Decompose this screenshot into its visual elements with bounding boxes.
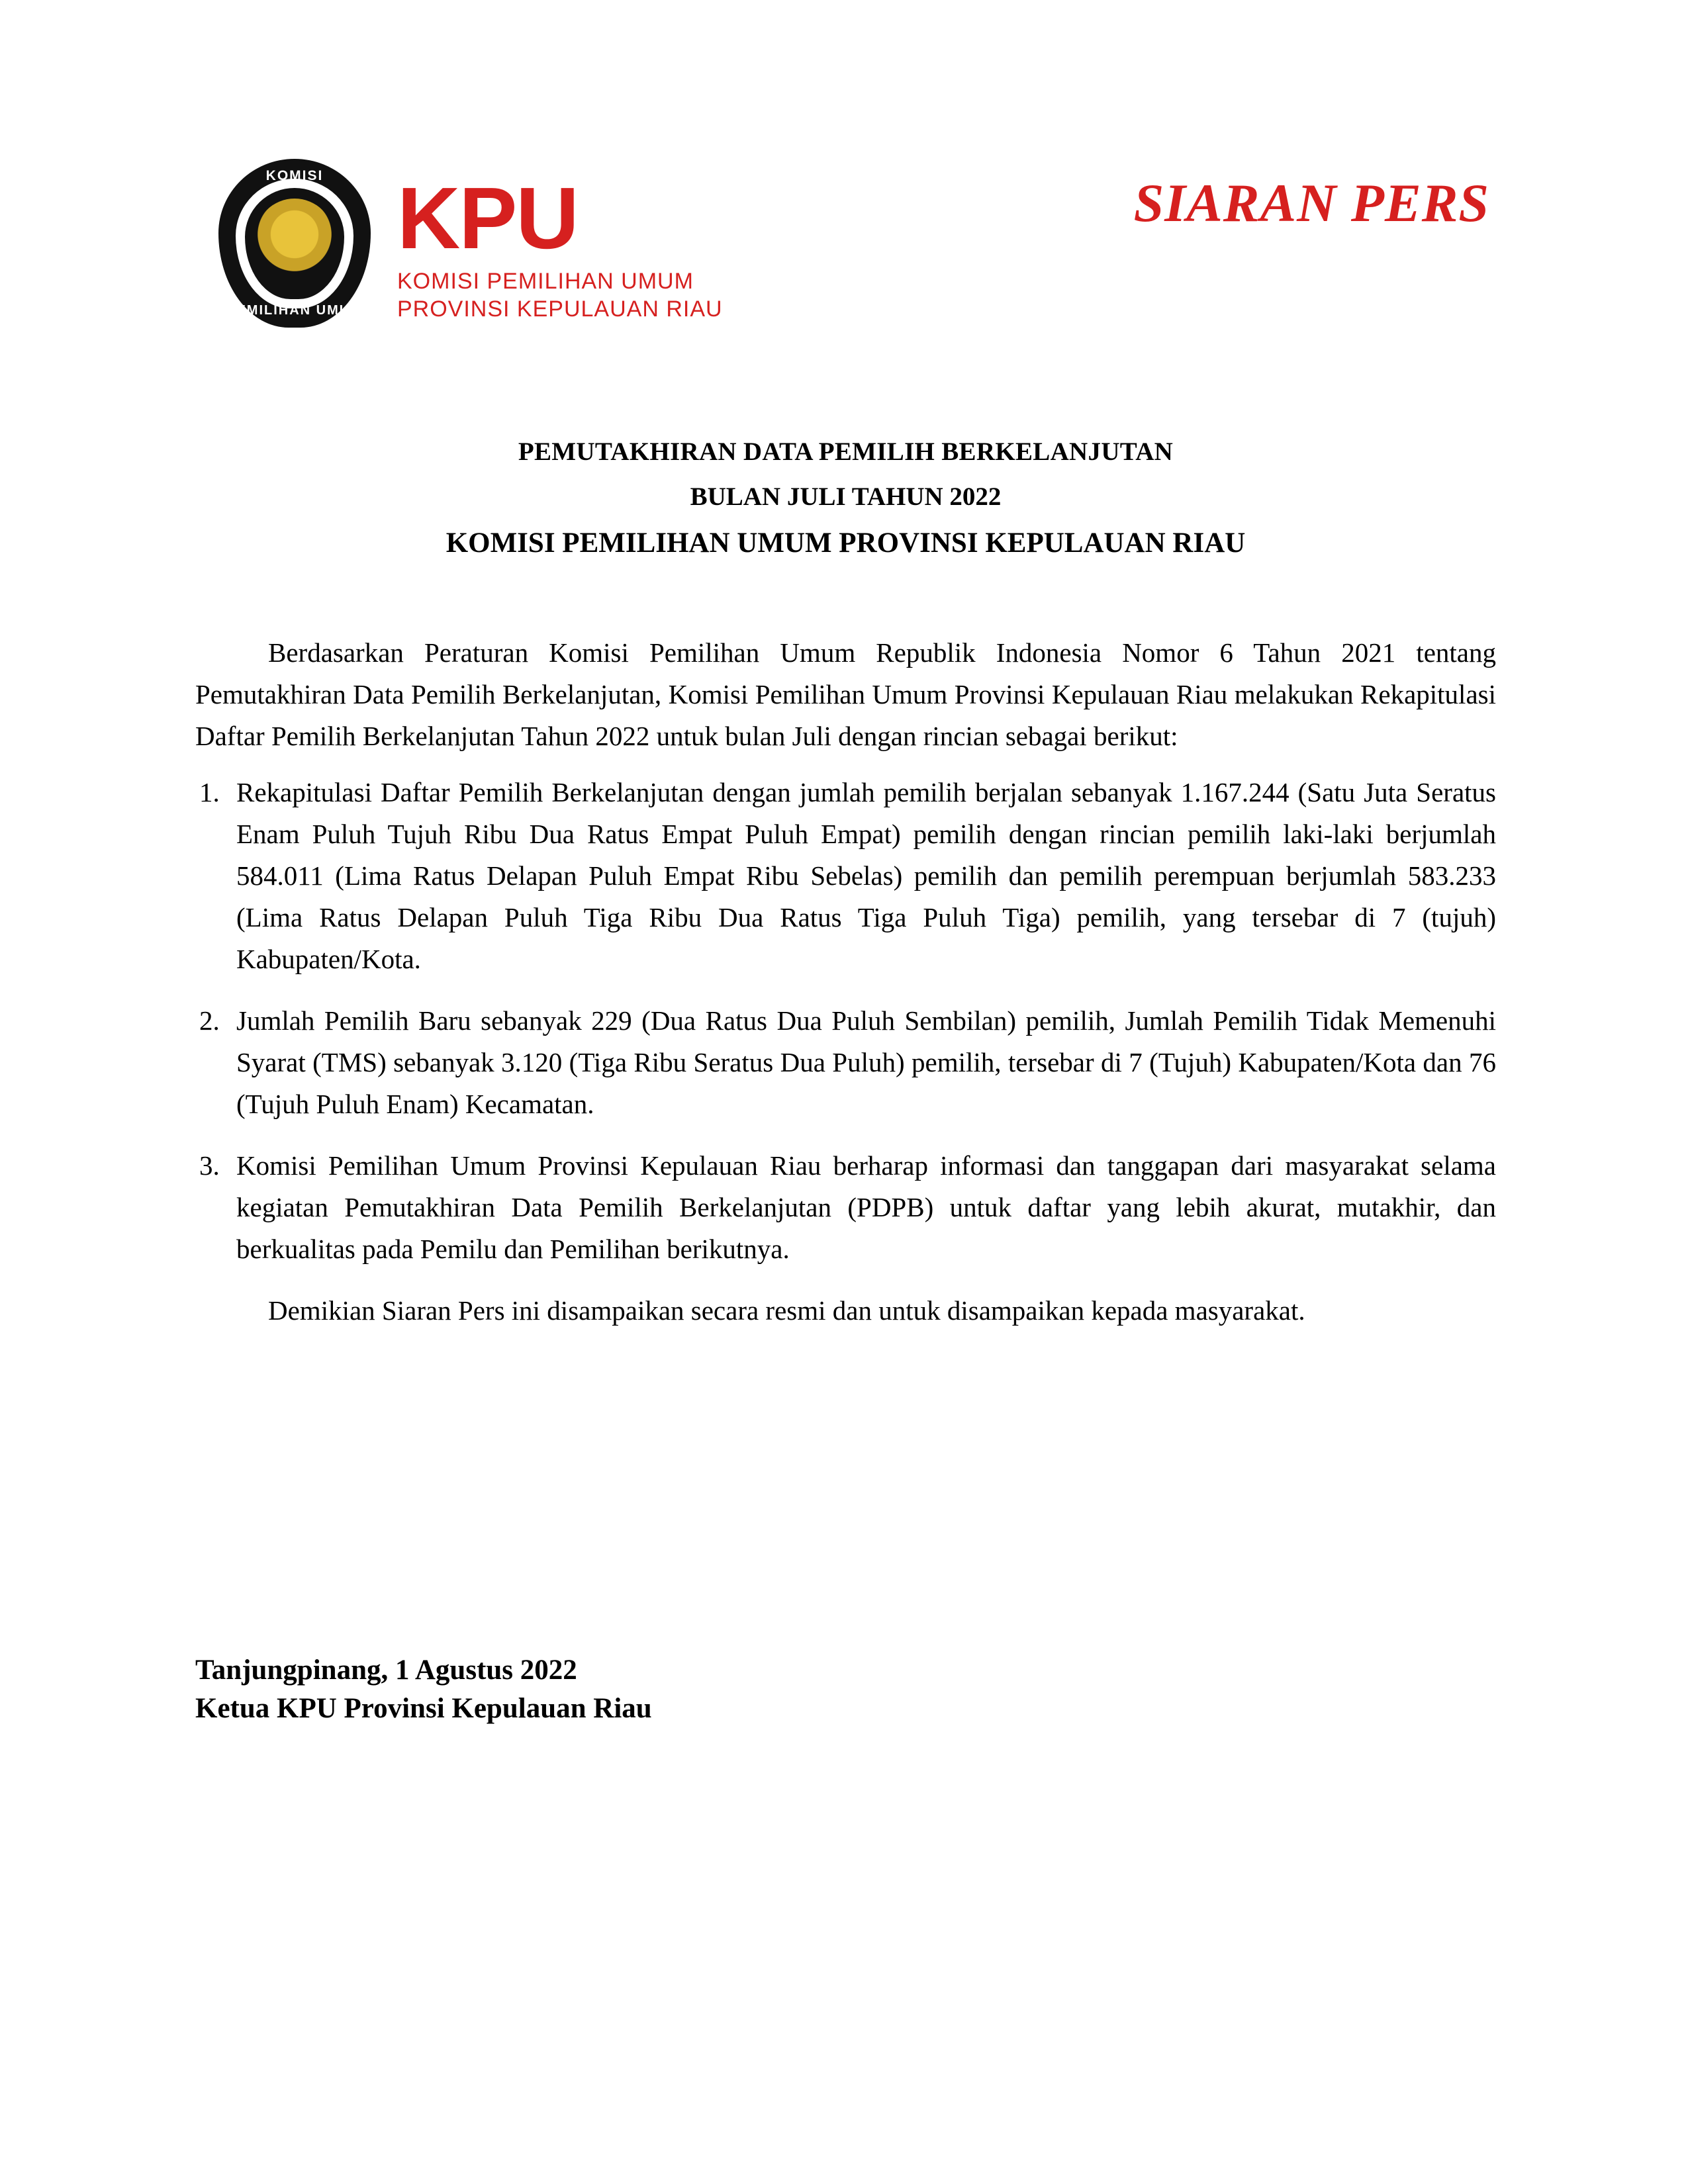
kpu-logo	[218, 159, 723, 328]
emblem-top-text: KOMISI	[265, 168, 324, 183]
document-title-block	[195, 437, 1496, 559]
opening-paragraph: Berdasarkan Peraturan Komisi Pemilihan Umum Republik Indonesia Nomor 6 Tahun 2021 tentang Pemutakhiran Data Pemilih Berkelanjutan, Komisi Pemilihan Umum Provinsi Kepulauan Riau melakukan Rekapitulasi Daftar Pemilih Berkelanjutan Tahun 2022 untuk bulan Juli dengan rincian sebagai berikut:	[195, 637, 1496, 751]
document-header	[0, 152, 1688, 371]
signature-place-date: Tanjungpinang, 1 Agustus 2022	[195, 1655, 577, 1686]
kpu-wordmark	[397, 169, 723, 323]
signature-title: Ketua KPU Provinsi Kepulauan Riau	[195, 1693, 652, 1724]
kpu-subtitle-line1: KOMISI PEMILIHAN UMUM	[397, 269, 694, 294]
signature-block	[195, 1651, 1122, 1728]
closing-paragraph: Demikian Siaran Pers ini disampaikan secara resmi dan untuk disampaikan kepada masyarakat.	[268, 1295, 1305, 1326]
list-item: Komisi Pemilihan Umum Provinsi Kepulauan Riau berharap informasi dan tanggapan dari masyarakat selama kegiatan Pemutakhiran Data Pemilih Berkelanjutan (PDPB) untuk daftar yang lebih akurat, mutakhir, dan berkualitas pada Pemilu dan Pemilihan berikutnya.	[236, 1150, 1496, 1264]
title-line-1: PEMUTAKHIRAN DATA PEMILIH BERKELANJUTAN	[518, 437, 1174, 466]
title-line-2: BULAN JULI TAHUN 2022	[690, 482, 1002, 511]
kpu-emblem-icon	[218, 159, 371, 328]
title-line-3: KOMISI PEMILIHAN UMUM PROVINSI KEPULAUAN RIAU	[445, 527, 1246, 559]
list-item: Rekapitulasi Daftar Pemilih Berkelanjutan dengan jumlah pemilih berjalan sebanyak 1.167.244 (Satu Juta Seratus Enam Puluh Tujuh Ribu Dua Ratus Empat Puluh Empat) pemilih dengan rincian pemilih laki-laki berjumlah 584.011 (Lima Ratus Delapan Puluh Empat Ribu Sebelas) pemilih dan pemilih perempuan berjumlah 583.233 (Lima Ratus Delapan Puluh Tiga Ribu Dua Ratus Tiga Puluh Tiga) pemilih, yang tersebar di 7 (tujuh) Kabupaten/Kota.	[236, 777, 1496, 974]
document-type-label: SIARAN PERS	[1133, 173, 1489, 233]
kpu-wordmark-text: KPU	[397, 169, 578, 267]
numbered-list	[195, 772, 1496, 1270]
garuda-icon	[255, 199, 334, 278]
emblem-bottom-text: PEMILIHAN UMUM	[226, 303, 363, 318]
document-body	[195, 632, 1496, 1346]
list-item: Jumlah Pemilih Baru sebanyak 229 (Dua Ratus Dua Puluh Sembilan) pemilih, Jumlah Pemilih Tidak Memenuhi Syarat (TMS) sebanyak 3.120 (Tiga Ribu Seratus Dua Puluh) pemilih, tersebar di 7 (Tujuh) Kabupaten/Kota dan 76 (Tujuh Puluh Enam) Kecamatan.	[236, 1005, 1496, 1119]
kpu-subtitle-line2: PROVINSI KEPULAUAN RIAU	[397, 296, 723, 322]
